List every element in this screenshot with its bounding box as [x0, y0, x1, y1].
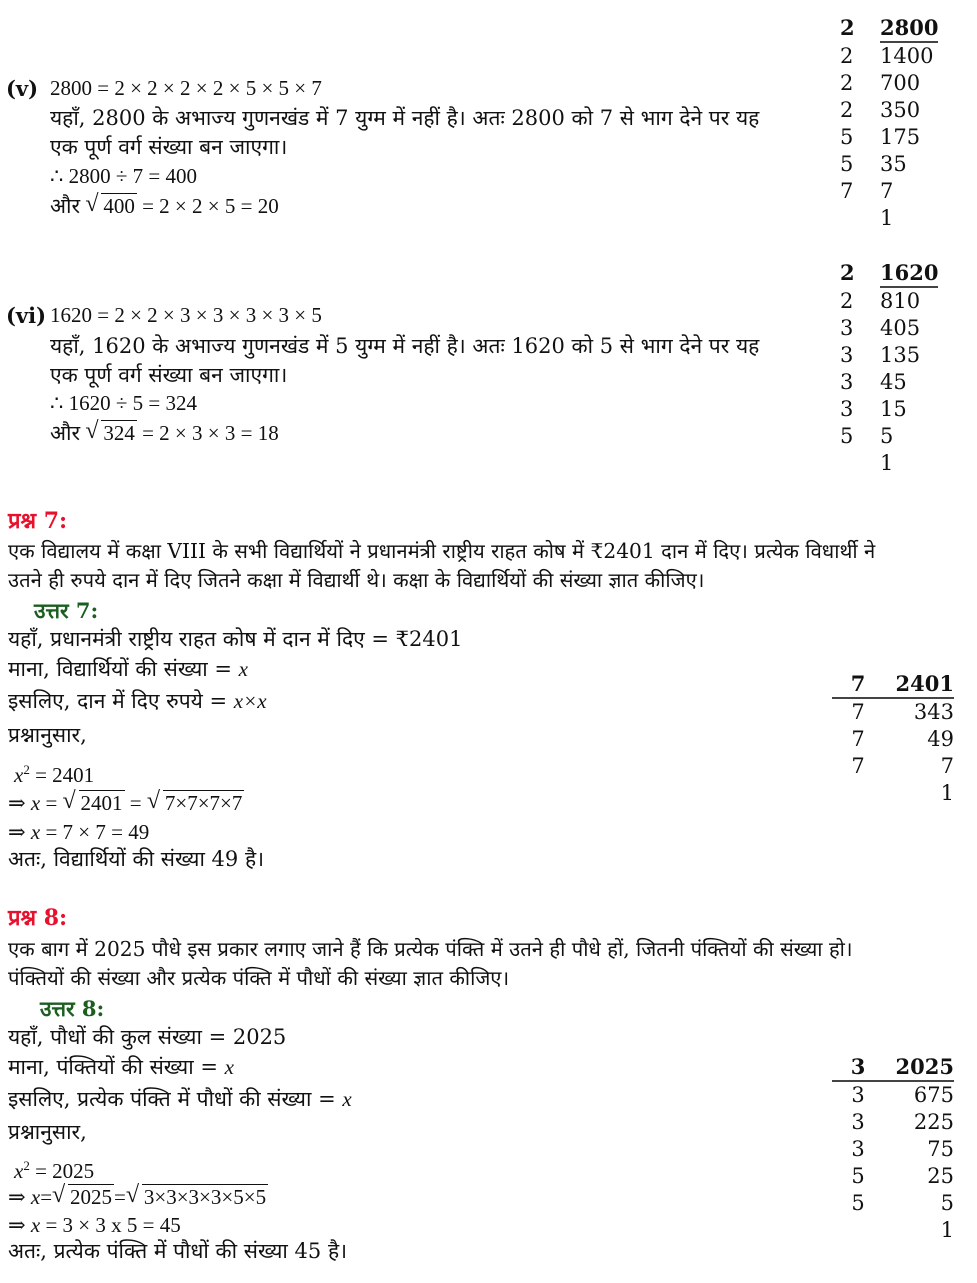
quotient: 5	[880, 424, 894, 448]
divisor: 3	[851, 1083, 865, 1107]
part-v-explanation-1: यहाँ, 2800 के अभाज्य गुणनखंड में 7 युग्म में नहीं है। अतः 2800 को 7 से भाग देने पर यह	[50, 106, 760, 130]
radical: √ 3×3×3×3×5×5	[125, 1182, 267, 1209]
factor-row	[832, 699, 954, 726]
part-vi-explanation-1: यहाँ, 1620 के अभाज्य गुणनखंड में 5 युग्म में नहीं है। अतः 1620 को 5 से भाग देने पर यह	[50, 334, 760, 358]
divisor: 3	[840, 343, 854, 367]
quotient: 350	[880, 98, 921, 122]
question-7-text-1: एक विद्यालय में कक्षा VIII के सभी विद्यार्थियों ने प्रधानमंत्री राष्ट्रीय राहत कोष में ₹2401 दान में दिए। प्रत्येक विधार्थी ने	[8, 539, 876, 563]
answer-7-step-6: ⇒ x = √ 2401 = √ 7×7×7×7	[8, 788, 243, 815]
divisor: 3	[851, 1110, 865, 1134]
factor-row	[832, 1109, 954, 1136]
part-vi-division: ∴ 1620 ÷ 5 = 324	[50, 391, 197, 415]
divisor	[840, 205, 880, 232]
part-vi-explanation-2: एक पूर्ण वर्ग संख्या बन जाएगा।	[50, 363, 288, 387]
answer-7-step-1: यहाँ, प्रधानमंत्री राष्ट्रीय राहत कोष में दान में दिए = ₹2401	[8, 627, 463, 651]
quotient: 675	[913, 1083, 954, 1107]
factor-row	[832, 1217, 954, 1244]
divisor: 2	[840, 289, 854, 313]
quotient: 2401	[895, 671, 954, 696]
quotient: 7	[940, 754, 954, 778]
answer-7-step-7: ⇒ x = 7 × 7 = 49	[8, 820, 150, 844]
divisor: 5	[840, 125, 854, 149]
factor-row	[840, 151, 938, 178]
radical: √ 7×7×7×7	[146, 788, 243, 815]
factor-row	[840, 178, 938, 205]
answer-8-step-6: ⇒ x= √ 2025= √ 3×3×3×3×5×5	[8, 1182, 267, 1209]
divisor: 7	[840, 179, 854, 203]
divisor: 5	[840, 424, 854, 448]
answer-8-heading: उत्तर 8:	[40, 996, 105, 1021]
quotient: 810	[880, 289, 921, 313]
and-word: और	[50, 421, 81, 445]
divisor: 2	[840, 71, 854, 95]
radical: √ 400	[85, 191, 135, 218]
factor-row	[832, 780, 954, 807]
factor-row	[840, 396, 938, 423]
divisor: 7	[850, 671, 866, 696]
quotient: 1620	[880, 259, 938, 288]
factor-row	[832, 670, 954, 699]
question-8-text-1: एक बाग में 2025 पौधे इस प्रकार लगाए जाने हैं कि प्रत्येक पंक्ति में उतने ही पौधे हों, जितनी पंक्तियों की संख्या हो।	[8, 937, 853, 961]
quotient: 75	[927, 1137, 954, 1161]
answer-7-conclusion: अतः, विद्यार्थियों की संख्या 49 है।	[8, 847, 265, 871]
divisor: 3	[840, 397, 854, 421]
answer-7-step-3: इसलिए, दान में दिए रुपये = x×x	[8, 689, 267, 713]
radical: √ 2401	[62, 788, 123, 815]
divisor: 7	[851, 700, 865, 724]
divisor	[832, 1217, 884, 1244]
factor-row	[840, 288, 938, 315]
factor-row	[832, 1082, 954, 1109]
answer-7-step-2: माना, विद्यार्थियों की संख्या = x	[8, 657, 248, 681]
divisor: 2	[840, 44, 854, 68]
question-8-heading: प्रश्न 8:	[8, 905, 68, 931]
answer-8-step-3: इसलिए, प्रत्येक पंक्ति में पौधों की संख्या = x	[8, 1087, 352, 1111]
part-v-division: ∴ 2800 ÷ 7 = 400	[50, 164, 197, 188]
part-v-root-result: और √ 400 = 2 × 2 × 5 = 20	[50, 191, 279, 218]
quotient: 1	[880, 451, 894, 475]
quotient: 5	[940, 1191, 954, 1215]
radical: √ 2025	[52, 1182, 113, 1209]
quotient: 7	[880, 179, 894, 203]
factor-row	[840, 43, 938, 70]
question-8-text-2: पंक्तियों की संख्या और प्रत्येक पंक्ति में पौधों की संख्या ज्ञात कीजिए।	[8, 966, 510, 990]
answer-8-step-1: यहाँ, पौधों की कुल संख्या = 2025	[8, 1025, 287, 1049]
divisor: 2	[840, 260, 855, 285]
answer-8-step-5: $x^2 = 2025$	[14, 1158, 95, 1183]
quotient: 175	[880, 125, 921, 149]
quotient: 2025	[895, 1054, 954, 1079]
and-word: और	[50, 194, 81, 218]
factor-row	[840, 315, 938, 342]
quotient: 700	[880, 71, 921, 95]
factor-row	[832, 726, 954, 753]
quotient: 49	[927, 727, 954, 751]
divisor: 3	[850, 1054, 866, 1079]
divisor: 2	[840, 98, 854, 122]
quotient: 1	[880, 206, 894, 230]
quotient: 1400	[880, 44, 934, 68]
quotient: 25	[927, 1164, 954, 1188]
quotient: 1	[940, 1218, 954, 1242]
factor-row	[840, 423, 938, 450]
part-v-label: (v)	[6, 76, 39, 101]
question-8-factor-table	[832, 1053, 954, 1244]
part-v-explanation-2: एक पूर्ण वर्ग संख्या बन जाएगा।	[50, 135, 288, 159]
divisor: 3	[840, 316, 854, 340]
divisor: 3	[840, 370, 854, 394]
divisor	[840, 450, 880, 477]
quotient: 405	[880, 316, 921, 340]
factor-row	[832, 1190, 954, 1217]
divisor: 3	[851, 1137, 865, 1161]
part-vi-label: (vi)	[6, 303, 47, 328]
factor-row	[840, 124, 938, 151]
answer-7-heading: उत्तर 7:	[34, 598, 99, 623]
factor-row	[840, 14, 938, 43]
quotient: 1	[940, 781, 954, 805]
question-7-text-2: उतने ही रुपये दान में दिए जितने कक्षा में विद्यार्थी थे। कक्षा के विद्यार्थियों की संख्या ज्ञात कीजिए।	[8, 568, 705, 592]
divisor: 5	[851, 1164, 865, 1188]
quotient: 2800	[880, 14, 938, 43]
part-vi-equation: 1620 = 2 × 2 × 3 × 3 × 3 × 3 × 5	[50, 303, 322, 327]
quotient: 45	[880, 370, 907, 394]
quotient: 343	[913, 700, 954, 724]
divisor: 5	[840, 152, 854, 176]
factor-row	[840, 259, 938, 288]
question-7-heading: प्रश्न 7:	[8, 508, 68, 534]
divisor: 5	[851, 1191, 865, 1215]
factor-row	[840, 369, 938, 396]
answer-8-step-4: प्रश्नानुसार,	[8, 1120, 87, 1144]
factor-row	[840, 70, 938, 97]
answer-8-conclusion: अतः, प्रत्येक पंक्ति में पौधों की संख्या 45 है।	[8, 1239, 348, 1263]
factor-row	[840, 450, 938, 477]
answer-7-step-4: प्रश्नानुसार,	[8, 723, 87, 747]
factor-row	[832, 1053, 954, 1082]
part-vi-root-result: और √ 324 = 2 × 3 × 3 = 18	[50, 418, 279, 445]
factor-row	[832, 1136, 954, 1163]
divisor	[832, 780, 884, 807]
answer-8-step-7: ⇒ x = 3 × 3 x 5 = 45	[8, 1213, 181, 1237]
factor-row	[840, 342, 938, 369]
factor-row	[832, 753, 954, 780]
answer-8-step-2: माना, पंक्तियों की संख्या = x	[8, 1055, 234, 1079]
quotient: 35	[880, 152, 907, 176]
divisor: 2	[840, 15, 855, 40]
quotient: 15	[880, 397, 907, 421]
divisor: 7	[851, 727, 865, 751]
part-vi-factor-table	[840, 259, 938, 477]
quotient: 225	[913, 1110, 954, 1134]
part-v-factor-table	[840, 14, 938, 232]
factor-row	[832, 1163, 954, 1190]
quotient: 135	[880, 343, 921, 367]
radical: √ 324	[85, 418, 135, 445]
divisor: 7	[851, 754, 865, 778]
question-7-factor-table	[832, 670, 954, 807]
part-v-equation: 2800 = 2 × 2 × 2 × 2 × 5 × 5 × 7	[50, 76, 322, 100]
answer-7-step-5: $x^2 = 2401$	[14, 762, 95, 787]
factor-row	[840, 205, 938, 232]
factor-row	[840, 97, 938, 124]
